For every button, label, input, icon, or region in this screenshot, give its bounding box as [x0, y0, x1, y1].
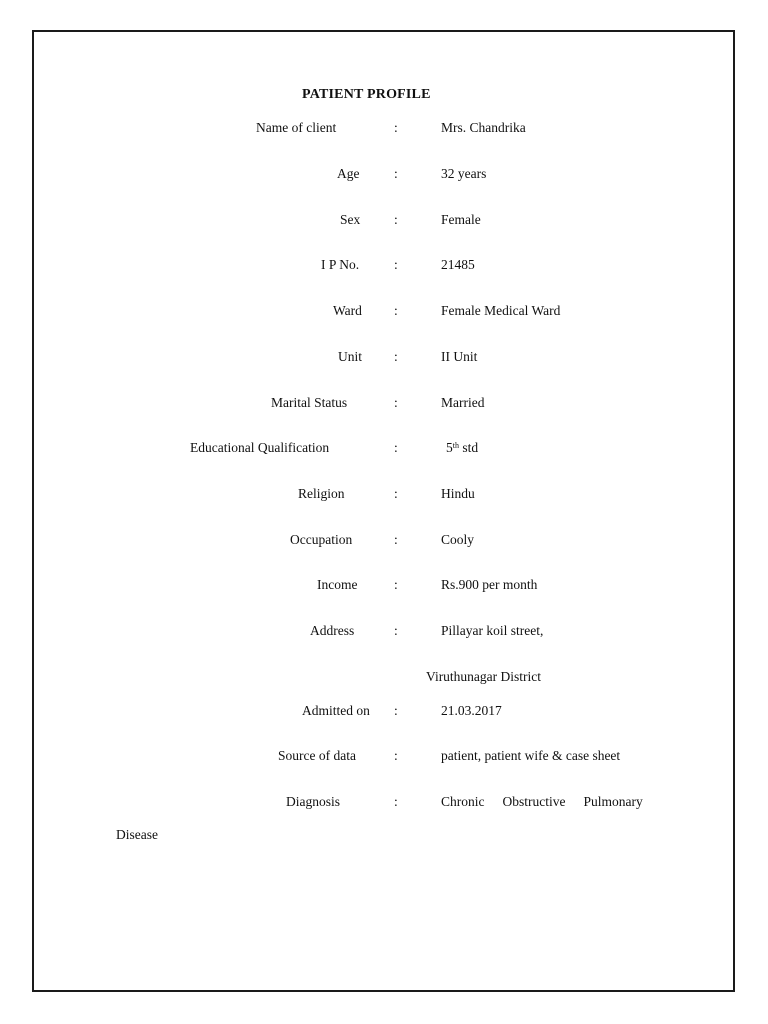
value-ward: Female Medical Ward	[441, 303, 561, 318]
label-marital-status: Marital Status	[271, 395, 348, 410]
separator-colon: :	[394, 212, 398, 227]
value-educational-qualification	[446, 439, 478, 457]
label-sex: Sex	[340, 212, 361, 227]
label-name-of-client: Name of client	[256, 120, 337, 135]
document-title: PATIENT PROFILE	[302, 87, 431, 102]
separator-colon: :	[394, 257, 398, 272]
separator-colon: :	[394, 395, 398, 410]
separator-colon: :	[394, 748, 398, 763]
separator-colon: :	[394, 577, 398, 592]
value-name-of-client: Mrs. Chandrika	[441, 120, 526, 135]
value-ip-no: 21485	[441, 257, 475, 272]
label-unit: Unit	[338, 349, 363, 364]
education-ordinal-suffix: th	[452, 441, 459, 450]
separator-colon: :	[394, 703, 398, 718]
separator-colon: :	[394, 440, 398, 455]
label-religion: Religion	[298, 486, 345, 501]
label-address: Address	[310, 623, 355, 638]
separator-colon: :	[394, 486, 398, 501]
label-educational-qualification: Educational Qualification	[190, 440, 330, 455]
value-address-line2: Viruthunagar District	[426, 669, 542, 684]
label-ip-no: I P No.	[321, 257, 360, 272]
value-age: 32 years	[441, 166, 487, 181]
value-occupation: Cooly	[441, 532, 475, 547]
separator-colon: :	[394, 623, 398, 638]
label-income: Income	[317, 577, 358, 592]
label-source-of-data: Source of data	[278, 748, 356, 763]
education-number: 5	[446, 440, 453, 455]
label-age: Age	[337, 166, 360, 181]
separator-colon: :	[394, 349, 398, 364]
value-admitted-on: 21.03.2017	[441, 703, 502, 718]
separator-colon: :	[394, 532, 398, 547]
separator-colon: :	[394, 794, 398, 809]
separator-colon: :	[394, 303, 398, 318]
diagnosis-word-3: Pulmonary	[583, 794, 643, 809]
diagnosis-word-1: Chronic	[441, 794, 485, 809]
separator-colon: :	[394, 166, 398, 181]
label-admitted-on: Admitted on	[302, 703, 370, 718]
value-diagnosis-line2: Disease	[116, 827, 158, 842]
value-unit: II Unit	[441, 349, 478, 364]
diagnosis-word-2: Obstructive	[502, 794, 566, 809]
label-ward: Ward	[333, 303, 362, 318]
value-religion: Hindu	[441, 486, 475, 501]
label-occupation: Occupation	[290, 532, 353, 547]
value-address-line1: Pillayar koil street,	[441, 623, 544, 638]
page-border	[32, 30, 735, 992]
label-diagnosis: Diagnosis	[286, 794, 340, 809]
value-diagnosis-line1	[441, 793, 643, 811]
separator-colon: :	[394, 120, 398, 135]
value-income: Rs.900 per month	[441, 577, 538, 592]
value-marital-status: Married	[441, 395, 485, 410]
education-rest: std	[458, 440, 479, 455]
value-source-of-data: patient, patient wife & case sheet	[441, 748, 621, 763]
value-sex: Female	[441, 212, 481, 227]
